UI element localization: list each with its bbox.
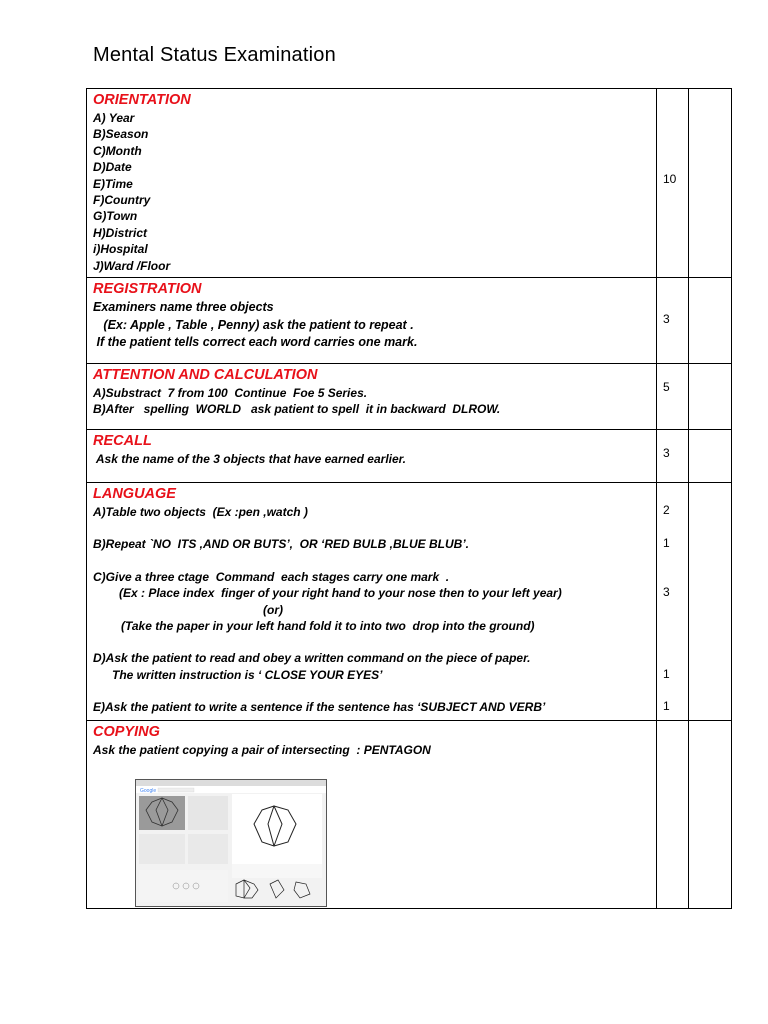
orientation-item: A) Year	[93, 111, 135, 125]
registration-heading: REGISTRATION	[93, 281, 202, 297]
copying-line: Ask the patient copying a pair of intersecting : PENTAGON	[93, 743, 431, 757]
orientation-heading: ORIENTATION	[93, 92, 191, 108]
orientation-score: 10	[663, 172, 677, 186]
language-heading: LANGUAGE	[93, 486, 176, 502]
orientation-item: C)Month	[93, 143, 142, 158]
attention-heading: ATTENTION AND CALCULATION	[93, 367, 318, 383]
registration-score: 3	[663, 312, 670, 326]
registration-line: Examiners name three objects	[93, 300, 274, 314]
mse-table	[86, 88, 732, 909]
attention-row	[87, 364, 732, 430]
language-line-c: (Take the paper in your left hand fold it to into two drop into the ground)	[121, 619, 535, 634]
language-line-a: A)Table two objects (Ex :pen ,watch )	[93, 505, 308, 519]
language-score: 2	[663, 503, 670, 517]
recall-row	[87, 430, 732, 483]
orientation-item: E)Time	[93, 176, 133, 191]
registration-line: If the patient tells correct each word carries one mark.	[93, 335, 418, 349]
registration-line: (Ex: Apple , Table , Penny) ask the patient to repeat .	[93, 317, 414, 332]
copying-heading: COPYING	[93, 724, 160, 740]
orientation-item: G)Town	[93, 209, 138, 224]
language-line-e: E)Ask the patient to write a sentence if the sentence has ‘SUBJECT AND VERB’	[93, 700, 546, 715]
page-title: Mental Status Examination	[93, 44, 336, 66]
orientation-item: H)District	[93, 225, 148, 240]
recall-score: 3	[663, 446, 670, 460]
orientation-item: J)Ward /Floor	[93, 258, 171, 273]
orientation-item: D)Date	[93, 160, 132, 175]
language-line-c: (or)	[263, 602, 283, 617]
language-score: 1	[663, 536, 670, 550]
registration-row	[87, 278, 732, 364]
orientation-item: F)Country	[93, 193, 151, 208]
language-score: 1	[663, 667, 670, 681]
language-score: 3	[663, 585, 670, 599]
language-line-b: B)Repeat `NO ITS ,AND OR BUTS’, OR ‘RED BULB ,BLUE BLUB’.	[93, 537, 470, 552]
attention-line: B)After spelling WORLD ask patient to spell it in backward DLROW.	[93, 402, 501, 417]
language-line-d: D)Ask the patient to read and obey a written command on the piece of paper.	[93, 651, 531, 666]
orientation-item: B)Season	[93, 127, 149, 142]
pentagon-screenshot-image	[135, 779, 327, 907]
attention-score: 5	[663, 380, 670, 394]
orientation-item: i)Hospital	[93, 242, 148, 257]
language-line-d: The written instruction is ‘ CLOSE YOUR EYES’	[112, 667, 383, 682]
language-row	[87, 483, 732, 721]
orientation-row	[87, 89, 732, 278]
language-line-c: C)Give a three ctage Command each stages carry one mark .	[93, 569, 450, 584]
recall-line: Ask the name of the 3 objects that have earned earlier.	[93, 452, 407, 466]
recall-heading: RECALL	[93, 433, 152, 449]
copying-row	[87, 721, 732, 909]
svg-text:Google: Google	[140, 788, 157, 794]
language-line-c: (Ex : Place index finger of your right hand to your nose then to your left year)	[119, 586, 562, 601]
language-score: 1	[663, 699, 670, 713]
attention-line: A)Substract 7 from 100 Continue Foe 5 Series.	[93, 386, 368, 400]
